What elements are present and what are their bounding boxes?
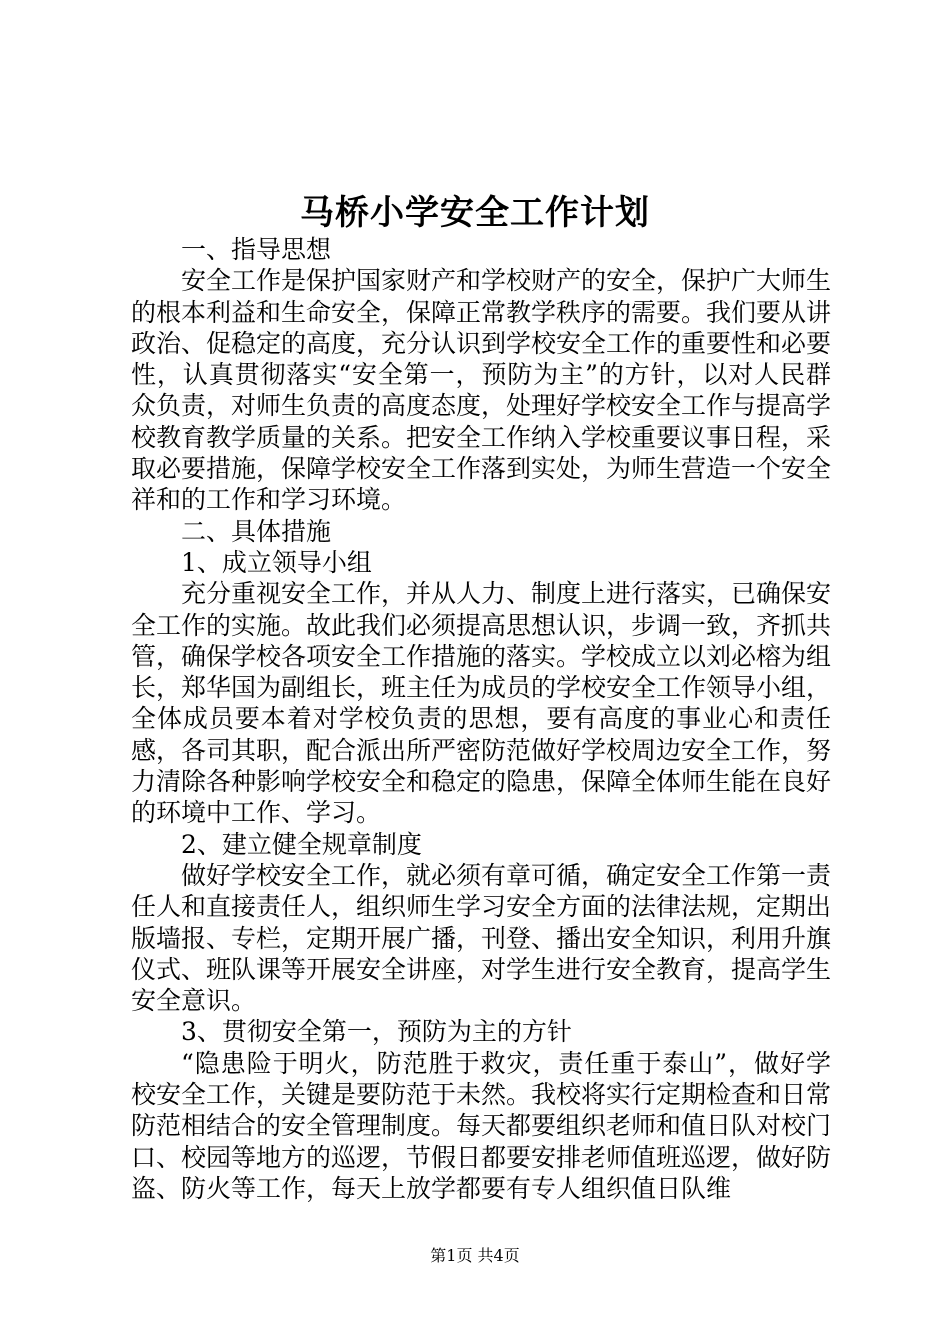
subheading-rules-regulations: 2、建立健全规章制度 xyxy=(181,829,422,859)
document-body xyxy=(131,234,831,1204)
paragraph-guiding-ideology: 安全工作是保护国家财产和学校财产的安全，保护广大师生的根本利益和生命安全，保障正常教学秩序的需要。我们要从讲政治、促稳定的高度，充分认识到学校安全工作的重要性和必要性，认真贯彻落实“安全第一，预防为主”的方针，以对人民群众负责，对师生负责的高度态度，处理好学校安全工作与提高学校教育教学质量的关系。把安全工作纳入学校重要议事日程，采取必要措施，保障学校安全工作落到实处，为师生营造一个安全祥和的工作和学习环境。 xyxy=(131,266,832,515)
document-title: 马桥小学安全工作计划 xyxy=(300,193,650,233)
paragraph-rules-regulations: 做好学校安全工作，就必须有章可循，确定安全工作第一责任人和直接责任人，组织师生学习安全方面的法律法规，定期出版墙报、专栏，定期开展广播，刊登、播出安全知识，利用升旗仪式、班队课等开展安全讲座，对学生进行安全教育，提高学生安全意识。 xyxy=(131,860,832,1016)
section-heading-specific-measures: 二、具体措施 xyxy=(181,516,332,546)
section-heading-guiding-ideology: 一、指导思想 xyxy=(181,235,332,264)
paragraph-leadership-group: 充分重视安全工作，并从人力、制度上进行落实，已确保安全工作的实施。故此我们必须提高思想认识，步调一致，齐抓共管，确保学校各项安全工作措施的落实。学校成立以刘必榕为组长，郑华国为副组长，班主任为成员的学校安全工作领导小组，全体成员要本着对学校负责的思想，要有高度的事业心和责任感，各司其职，配合派出所严密防范做好学校周边安全工作，努力清除各种影响学校安全和稳定的隐患，保障全体师生能在良好的环境中工作、学习。 xyxy=(131,579,832,828)
subheading-leadership-group: 1、成立领导小组 xyxy=(181,547,372,577)
page-number-footer: 第1页 共4页 xyxy=(430,1246,520,1265)
paragraph-safety-first: “隐患险于明火，防范胜于救灾，责任重于泰山”，做好学校安全工作，关键是要防范于未然。我校将实行定期检查和日常防范相结合的安全管理制度。每天都要组织老师和值日队对校门口、校园等地方的巡逻，节假日都要安排老师值班巡逻，做好防盗、防火等工作，每天上放学都要有专人组织值日队维 xyxy=(131,1048,832,1203)
subheading-safety-first: 3、贯彻安全第一，预防为主的方针 xyxy=(181,1017,572,1047)
